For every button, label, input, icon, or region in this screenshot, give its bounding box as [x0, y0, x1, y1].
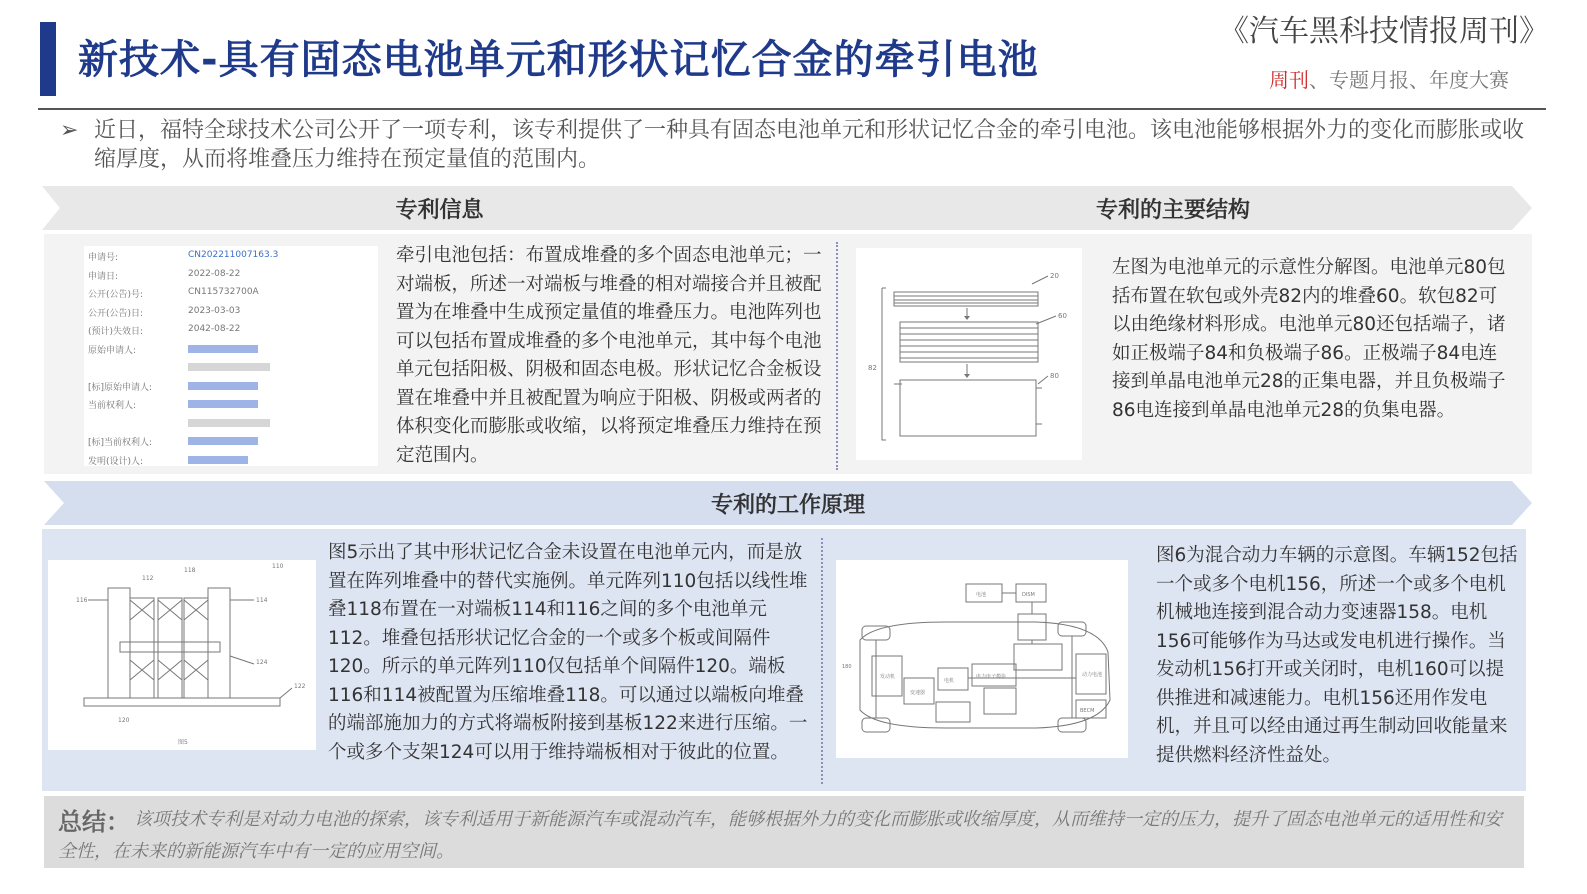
cell-array-diagram	[48, 560, 316, 750]
intro-paragraph: 近日，福特全球技术公司公开了一项专利，该专利提供了一种具有固态电池单元和形状记忆合金的牵引电池。该电池能够根据外力的变化而膨胀或收缩厚度，从而将堆叠压力维持在预定量值的范围内。	[94, 118, 1525, 172]
cell-array-drawing	[48, 560, 316, 750]
svg-text:122: 122	[294, 683, 306, 690]
svg-text:118: 118	[184, 567, 196, 574]
redacted-text-bar	[188, 345, 258, 353]
svg-text:DISM: DISM	[1022, 592, 1035, 598]
principle-right-text: 图6为混合动力车辆的示意图。车辆152包括一个或多个电机156，所述一个或多个电机机械地连接到混合动力变速器158。电机156可能够作为马达或发电机进行操作。当发动机156打开或关闭时，电机160可以提供推进和减速能力。电机156还用作发电机，并且可以经由通过再生制动回收能量来提供燃料经济性益处。	[1156, 545, 1518, 766]
svg-text:82: 82	[868, 364, 877, 372]
battery-cell-drawing	[856, 248, 1082, 460]
principle-left-text: 图5示出了其中形状记忆合金未设置在电池单元内，而是放置在阵列堆叠中的替代实施例。单元阵列110包括以线性堆叠118布置在一对端板114和116之间的多个电池单元112。堆叠包括形状记忆合金的一个或多个板或间隔件120。所示的单元阵列110仅包括单个间隔件120。端板116和114被配置为压缩堆叠118。可以通过以端板向堆叠的端部施加力的方式将端板附接到基板122来进行压缩。一个或多个支架124可以用于维持端板相对于彼此的位置。	[328, 542, 808, 763]
svg-text:动力电池: 动力电池	[1082, 672, 1103, 678]
patent-info-row	[84, 359, 378, 378]
page-title: 新技术-具有固态电池单元和形状记忆合金的牵引电池	[78, 37, 1039, 83]
patent-info-banner	[42, 186, 837, 230]
patent-info-row: 原始申请人:	[84, 341, 378, 360]
patent-info-row: 申请日: 2022-08-22	[88, 268, 241, 282]
patent-info-card	[84, 246, 378, 466]
svg-text:变速器: 变速器	[910, 690, 926, 696]
bullet-arrow-icon: ➢	[60, 118, 79, 143]
hybrid-vehicle-drawing	[836, 560, 1128, 758]
redacted-text-bar	[188, 419, 270, 427]
patent-info-row: 发明(设计)人:	[84, 452, 378, 471]
summary-label: 总结：	[58, 808, 130, 836]
title-accent-bar	[40, 22, 56, 96]
svg-text:114: 114	[256, 597, 268, 604]
patent-info-row	[84, 415, 378, 434]
svg-text:112: 112	[142, 575, 154, 582]
svg-text:116: 116	[76, 597, 88, 604]
svg-text:发动机: 发动机	[880, 674, 896, 680]
dotted-divider	[836, 242, 838, 470]
redacted-text-bar	[188, 456, 248, 464]
redacted-text-bar	[188, 382, 258, 390]
dotted-divider	[821, 538, 823, 784]
patent-info-heading: 专利信息	[395, 197, 484, 223]
publication-subtitle	[1269, 64, 1509, 93]
patent-info-row: 公开(公告)号: CN115732700A	[88, 287, 259, 300]
patent-info-row: 申请号: CN202211007163.3	[88, 250, 279, 263]
structure-heading: 专利的主要结构	[1095, 197, 1250, 223]
patent-info-row: 公开(公告)日: 2023-03-03	[88, 305, 241, 319]
redacted-text-bar	[188, 437, 258, 445]
structure-description-text: 左图为电池单元的示意性分解图。电池单元80包括布置在软包或外壳82内的堆叠60。软包82可以由绝缘材料形成。电池单元80还包括端子，诸如正极端子84和负极端子86。正极端子84电连接到单晶电池单元28的正集电器，并且负极端子86电连接到单晶电池单元28的负集电器。	[1112, 257, 1506, 421]
svg-text:20: 20	[1050, 272, 1059, 280]
svg-text:电力电子模块: 电力电子模块	[976, 674, 1007, 680]
patent-info-row: [标]当前权利人:	[84, 433, 378, 452]
svg-text:电机: 电机	[944, 678, 955, 684]
redacted-text-bar	[188, 400, 258, 408]
principle-heading: 专利的工作原理	[710, 492, 865, 518]
svg-text:124: 124	[256, 659, 268, 666]
svg-text:110: 110	[272, 563, 284, 570]
svg-text:60: 60	[1058, 312, 1067, 320]
patent-info-row: (预计)失效日: 2042-08-22	[88, 324, 241, 337]
summary-box	[44, 796, 1524, 868]
battery-cell-exploded-diagram	[856, 248, 1082, 460]
summary-text: 该项技术专利是对动力电池的探索，该专利适用于新能源汽车或混动汽车，能够根据外力的变化而膨胀或收缩厚度，从而维持一定的压力，提升了固态电池单元的适用性和安全性，在未来的新能源汽车中有一定的应用空间。	[58, 809, 1502, 862]
patent-info-row: 当前权利人:	[84, 396, 378, 415]
svg-text:电池: 电池	[976, 592, 987, 598]
publication-subtitle-rest: 、专题月报、年度大赛	[1309, 68, 1509, 92]
svg-text:图5: 图5	[178, 739, 188, 746]
publication-name: 《汽车黑科技情报周刊》	[1219, 14, 1549, 49]
redacted-text-bar	[188, 363, 270, 371]
patent-info-row: [标]原始申请人:	[84, 378, 378, 397]
header-divider	[38, 108, 1546, 110]
svg-text:BECM: BECM	[1080, 708, 1095, 714]
patent-claim-text: 牵引电池包括：布置成堆叠的多个固态电池单元；一对端板，所述一对端板与堆叠的相对端接合并且被配置为在堆叠中生成预定量值的堆叠压力。电池阵列也可以包括布置成堆叠的多个电池单元，其中每个电池单元包括阳极、阴极和固态电极。形状记忆合金板设置在堆叠中并且被配置为响应于阳极、阴极或两者的体积变化而膨胀或收缩，以将预定堆叠压力维持在预定范围内。	[396, 245, 822, 466]
principle-banner	[44, 481, 1532, 525]
publication-subtitle-highlight: 周刊	[1269, 68, 1309, 92]
structure-banner	[814, 186, 1532, 230]
svg-text:120: 120	[118, 717, 130, 724]
svg-text:180: 180	[842, 664, 852, 670]
svg-text:80: 80	[1050, 372, 1059, 380]
hybrid-vehicle-diagram	[836, 560, 1128, 758]
